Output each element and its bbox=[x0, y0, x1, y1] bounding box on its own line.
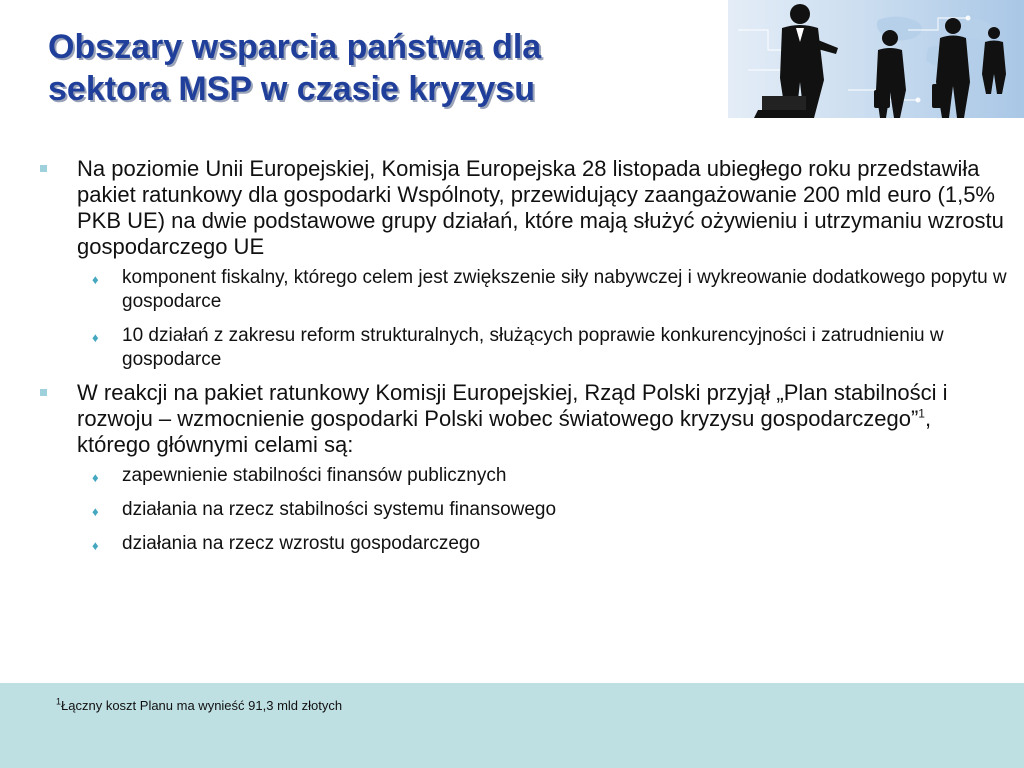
footnote-marker: 1 bbox=[918, 406, 925, 421]
bullet-text: Na poziomie Unii Europejskiej, Komisja Europejska 28 listopada ubiegłego roku przedstawiła pakiet ratunkowy dla gospodarki Wspólnoty, przewidujący zaangażowanie 200 mld euro (1,5% PKB UE) na dwie podstawowe grupy działań, które mają służyć ożywieniu i utrzymaniu wzrostu gospodarczego UE bbox=[77, 156, 1004, 259]
footnote-text: Łączny koszt Planu ma wynieść 91,3 mld złotych bbox=[61, 698, 343, 713]
sub-bullet bbox=[40, 532, 1008, 556]
sub-bullet bbox=[40, 266, 1008, 314]
diamond-bullet-icon: ♦ bbox=[92, 330, 99, 345]
bullet-polish-plan bbox=[40, 380, 1008, 458]
sub-bullet-text: zapewnienie stabilności finansów publicznych bbox=[122, 465, 507, 486]
sub-bullet-text: działania na rzecz wzrostu gospodarczego bbox=[122, 533, 481, 554]
footer-band bbox=[0, 683, 1024, 768]
slide-content bbox=[40, 156, 1008, 566]
diamond-bullet-icon: ♦ bbox=[92, 272, 99, 287]
square-bullet-icon bbox=[40, 389, 47, 396]
diamond-bullet-icon: ♦ bbox=[92, 538, 99, 553]
bullet-eu-package bbox=[40, 156, 1008, 260]
sub-bullet bbox=[40, 324, 1008, 372]
footnote bbox=[56, 698, 342, 713]
diamond-bullet-icon: ♦ bbox=[92, 504, 99, 519]
slide-title-line-2: sektora MSP w czasie kryzysu bbox=[48, 70, 535, 108]
square-bullet-icon bbox=[40, 165, 47, 172]
sub-bullet-text: 10 działań z zakresu reform strukturalnych, służących poprawie konkurencyjności i zatrudnieniu w gospodarce bbox=[122, 325, 944, 370]
diamond-bullet-icon: ♦ bbox=[92, 470, 99, 485]
sub-bullet-text: komponent fiskalny, którego celem jest zwiększenie siły nabywczej i wykreowanie dodatkowego popytu w gospodarce bbox=[122, 267, 1007, 312]
bullet-text-after: , którego głównymi celami są: bbox=[77, 406, 932, 457]
sub-bullet-text: działania na rzecz stabilności systemu finansowego bbox=[122, 499, 557, 520]
footnote-number: 1 bbox=[56, 696, 62, 707]
business-people-silhouettes-icon bbox=[728, 0, 1024, 118]
sub-bullet bbox=[40, 498, 1008, 522]
bullet-text-before: W reakcji na pakiet ratunkowy Komisji Europejskiej, Rząd Polski przyjął „Plan stabilności i rozwoju – wzmocnienie gospodarki Polski wobec światowego kryzysu gospodarczego” bbox=[77, 380, 948, 431]
slide-title bbox=[48, 26, 688, 110]
sub-bullet bbox=[40, 464, 1008, 488]
slide-title-line-1: Obszary wsparcia państwa dla bbox=[48, 28, 542, 66]
